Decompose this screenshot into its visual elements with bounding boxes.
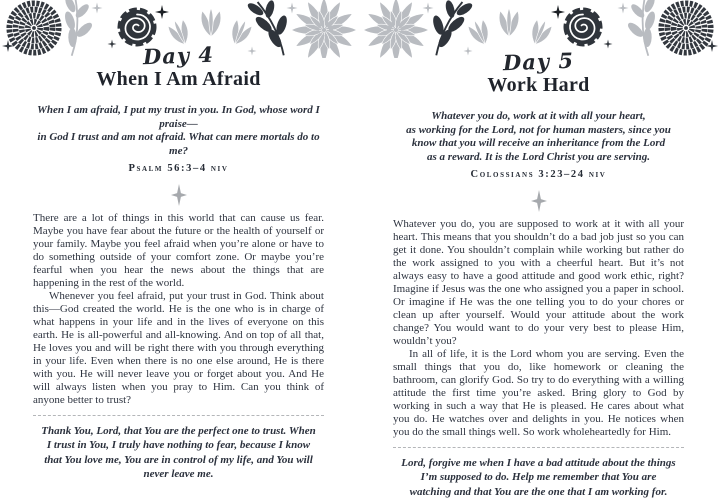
body-paragraph: There are a lot of things in this world that can cause us fear. Maybe you have fear about the future or the health of yourself or your family. Maybe you feel afraid when you’re alone or have to do something outside of your comfort zone. Or maybe you’re fearful when you hear the news about the things that are happening in the rest of the world. xyxy=(33,211,324,289)
scripture-quote xyxy=(33,104,324,176)
body-paragraph: Whatever you do, you are supposed to work at it with all your heart. This means that you shouldn’t do a bad job just so you can get it done. You shouldn’t complain while working but rather do the work assigned to you with a cheerful heart. But it’s not always easy to have a good attitude and good work ethic, right? Imagine if Jesus was the one who assigned you a paper in school. Or imagine if He was the one telling you to do your chores or clean up after yourself. Would your attitude about the work change? You would want to do your very best to please Him, wouldn’t you? xyxy=(393,217,684,347)
dashed-divider xyxy=(393,447,684,448)
dashed-divider xyxy=(33,415,324,416)
scripture-reference: Colossians 3:23–24 niv xyxy=(470,169,607,181)
page-left-content xyxy=(0,0,360,482)
page-right-content xyxy=(360,0,720,499)
day-label: Day 5 xyxy=(502,47,575,76)
page-title: Work Hard xyxy=(487,74,590,96)
scripture-reference: Psalm 56:3–4 niv xyxy=(128,163,229,175)
scripture-quote xyxy=(393,110,684,182)
prayer-text: Lord, forgive me when I have a bad attitude about the things I’m supposed to do. Help me remember that You are watching and that You are the one that I am working for. xyxy=(401,456,676,498)
devotional-body xyxy=(393,218,684,439)
sparkle-divider-icon xyxy=(168,183,190,207)
sparkle-divider-icon xyxy=(528,189,550,213)
scripture-line: as working for the Lord, not for human masters, since you xyxy=(406,123,671,136)
body-paragraph: Whenever you feel afraid, put your trust in God. Think about this—God created the world. He is the one who is in charge of what happens in your life and in the lives of everyone on this earth. He is all-powerful and all-knowing. And on top of all that, He loves you and will be right there with you through everything in your life. Even when there is no one else around, He is there with you. He will never leave you or forget about you. And He will always listen when you pray to Him. Can you think of anyone better to trust? xyxy=(33,289,324,406)
scripture-line: Whatever you do, work at it with all your heart, xyxy=(431,110,646,123)
scripture-line: know that you will receive an inheritance from the Lord xyxy=(411,137,666,150)
scripture-line: as a reward. It is the Lord Christ you are serving. xyxy=(426,150,651,163)
body-paragraph: In all of life, it is the Lord whom you are serving. Even the small things that you do, like homework or cleaning the bathroom, can glorify God. So try to do everything with a willing attitude the first time you’re asked. Bring glory to God by working in such a way that He is pleased. He cares about what you do. He watches over and delights in you. He notices when you do the small things well. So work wholeheartedly for Him. xyxy=(393,347,684,438)
devotional-body xyxy=(33,212,324,407)
page-right xyxy=(360,0,720,504)
scripture-line: When I am afraid, I put my trust in you. In God, whose word I praise— xyxy=(37,104,320,130)
page-title: When I Am Afraid xyxy=(96,68,261,90)
prayer-text: Thank You, Lord, that You are the perfect one to trust. When I trust in You, I truly have nothing to fear, because I know that You love me, You are in control of my life, and You will never leave me. xyxy=(41,424,316,481)
day-label: Day 4 xyxy=(142,41,215,70)
scripture-line: in God I trust and am not afraid. What can mere mortals do to me? xyxy=(37,131,320,157)
